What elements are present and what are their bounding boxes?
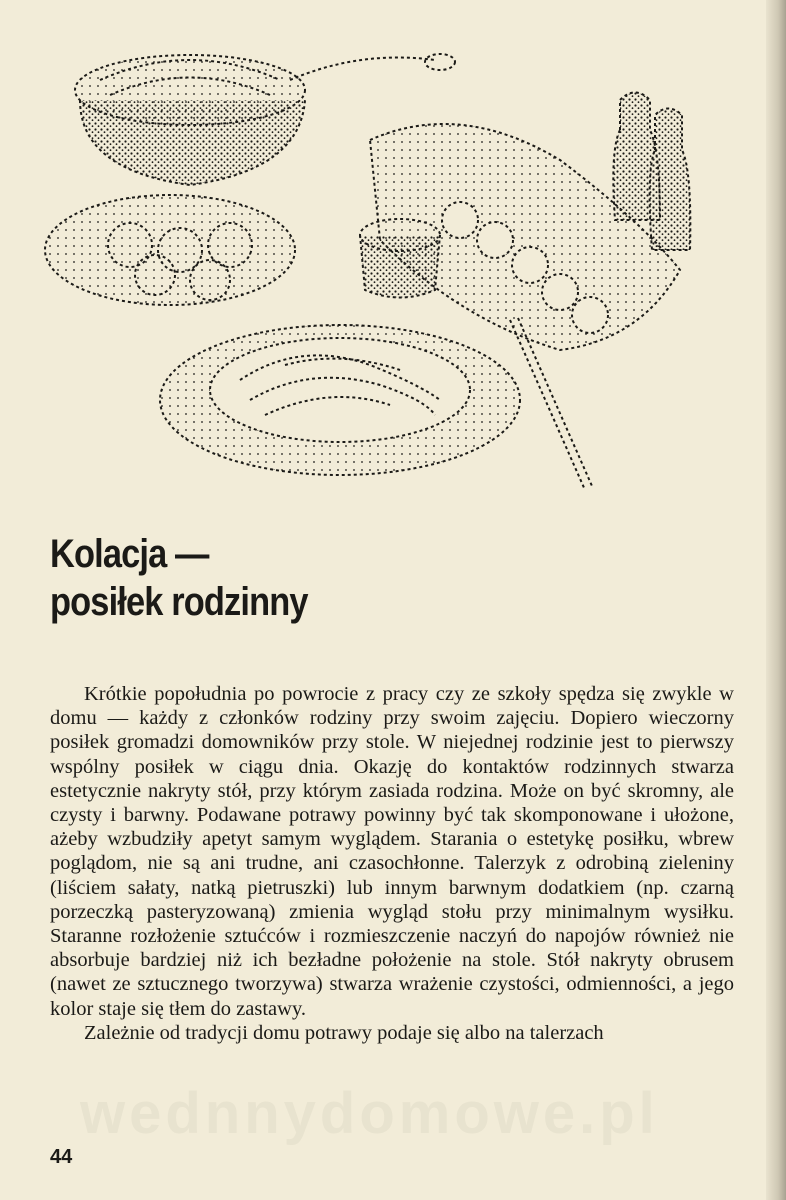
title-line-2: posiłek rodzinny bbox=[50, 580, 308, 624]
title-line-1: Kolacja — bbox=[50, 532, 209, 576]
page-title bbox=[50, 530, 308, 626]
body-text bbox=[50, 682, 734, 1045]
page-number: 44 bbox=[50, 1146, 73, 1168]
paragraph: Zależnie od tradycji domu potrawy podaje się albo na talerzach bbox=[84, 1021, 604, 1044]
paragraph: Krótkie popołudnia po powrocie z pracy czy ze szkoły spędza się zwykle w domu — każdy z członków rodziny przy swoim zajęciu. Dopiero wieczorny posiłek gromadzi domowników przy stole. W niejednej rodzinie jest to pierwszy wspólny posiłek w ciągu dnia. Okazję do kontaktów rodzinnych stwarza estetycznie nakryty stół, przy którym zasiada rodzina. Może on być skromny, ale czysty i barwny. Podawane potrawy powinny być tak skomponowane i ułożone, ażeby wzbudziły apetyt samym wyglądem. Starania o estetykę posiłku, wbrew poglądom, nie są ani trudne, ani czasochłonne. Talerzyk z odrobiną zieleniny (liściem sałaty, natką pietruszki) lub innym barwnym dodatkiem (np. czarną porzeczką pasteryzowaną) zmienia wygląd stołu przy minimalnym wysiłku. Staranne rozłożenie sztućców i rozmieszczenie naczyń do napojów również nie absorbuje bardziej niż ich bezładne położenie na stole. Stół nakryty obrusem (nawet ze sztucznego tworzywa) stwarza wrażenie czystości, odmienności, a jego kolor staje się tłem do zastawy. bbox=[50, 683, 734, 1020]
watermark: wednnydomowe.pl bbox=[80, 1081, 659, 1146]
page-edge-shadow bbox=[766, 0, 786, 1200]
food-platter-illustration-icon bbox=[40, 20, 720, 510]
